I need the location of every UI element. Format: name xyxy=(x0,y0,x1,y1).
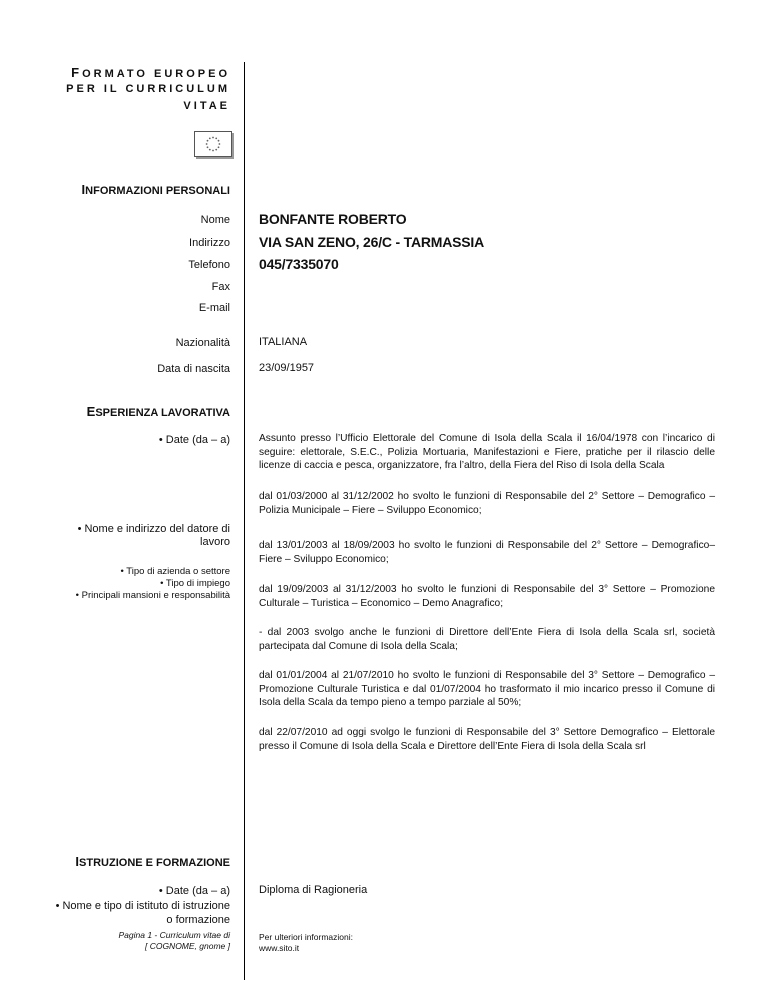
label-tipo-azienda: • Tipo di azienda o settore xyxy=(120,566,230,577)
footer-page-info xyxy=(119,930,231,952)
value-nazionalita: ITALIANA xyxy=(259,336,308,348)
footer-info-line-1: Per ulteriori informazioni: xyxy=(259,932,354,942)
section-work-experience: ESPERIENZA LAVORATIVA xyxy=(86,404,230,419)
footer-page-line-1: Pagina 1 - Curriculum vitae di xyxy=(118,930,230,940)
label-mansioni: • Principali mansioni e responsabilità xyxy=(75,590,230,601)
label-nome: Nome xyxy=(200,214,230,226)
label-work-date: • Date (da – a) xyxy=(158,434,230,446)
value-data-nascita: 23/09/1957 xyxy=(259,362,315,374)
section-personal-info: INFORMAZIONI PERSONALI xyxy=(81,182,230,197)
label-tipo-impiego: • Tipo di impiego xyxy=(160,578,230,589)
label-employer-2: lavoro xyxy=(200,536,230,548)
label-istituto-1: • Nome e tipo di istituto di istruzione xyxy=(55,900,230,912)
footer-page-line-2: [ COGNOME, gnome ] xyxy=(144,941,230,951)
work-paragraph: dal 01/03/2000 al 31/12/2002 ho svolto le funzioni di Responsabile del 2° Settore – Demografico – Polizia Municipale – Fiere – Sviluppo Economico; xyxy=(259,491,715,516)
label-employer-1: • Nome e indirizzo del datore di xyxy=(77,523,230,535)
value-indirizzo: VIA SAN ZENO, 26/C - TARMASSIA xyxy=(259,234,485,250)
label-email: E-mail xyxy=(198,302,230,314)
cv-title-line-3: VITAE xyxy=(183,100,230,112)
footer-more-info xyxy=(259,932,353,954)
cv-title-line-2: PER IL CURRICULUM xyxy=(66,83,230,95)
work-paragraph: - dal 2003 svolgo anche le funzioni di Direttore dell’Ente Fiera di Isola della Scala srl, società partecipata dal Comune di Isola della Scala; xyxy=(259,627,715,652)
label-telefono: Telefono xyxy=(188,259,230,271)
label-indirizzo: Indirizzo xyxy=(189,237,230,249)
eu-flag-logo xyxy=(194,131,232,157)
footer-website-link[interactable]: www.sito.it xyxy=(259,943,300,953)
label-nazionalita: Nazionalità xyxy=(175,337,230,349)
work-paragraph: dal 22/07/2010 ad oggi svolgo le funzioni di Responsabile del 3° Settore Demografico – Elettorale presso il Comune di Isola della Scala e Direttore dell’Ente Fiera di Isola della Scala srl xyxy=(259,727,715,752)
label-fax: Fax xyxy=(211,281,230,293)
label-education-date: • Date (da – a) xyxy=(158,885,230,897)
vertical-divider xyxy=(244,62,245,980)
work-paragraph: dal 13/01/2003 al 18/09/2003 ho svolto le funzioni di Responsabile del 2° Settore – Demografico– Fiere – Sviluppo Economico; xyxy=(259,540,715,565)
work-paragraph: Assunto presso l’Ufficio Elettorale del Comune di Isola della Scala il 16/04/1978 con l’incarico di seguire: elettorale, S.E.C., Polizia Mortuaria, Manifestazioni e Fiere, pratiche per il rilascio delle licenze di caccia e pesca, organizzatore, fra l’altro, della Fiera del Riso di Isola della Scala xyxy=(259,433,715,472)
label-data-nascita: Data di nascita xyxy=(157,363,230,375)
section-education: ISTRUZIONE E FORMAZIONE xyxy=(75,854,230,869)
work-paragraph: dal 01/01/2004 al 21/07/2010 ho svolto le funzioni di Responsabile del 3° Settore – Demografico – Promozione Culturale Turistica e dal 01/07/2004 ho trasformato il mio incarico presso il Comune di Isola della Scala da tempo pieno a tempo parziale al 50%; xyxy=(259,670,715,709)
work-paragraph: dal 19/09/2003 al 31/12/2003 ho svolto le funzioni di Responsabile del 3° Settore – Promozione Culturale – Turistica – Economico – Demo Anagrafico; xyxy=(259,584,715,609)
value-diploma: Diploma di Ragioneria xyxy=(259,884,368,896)
cv-title-line-1: FORMATO EUROPEO xyxy=(71,65,230,80)
label-istituto-2: o formazione xyxy=(166,914,230,926)
value-nome: BONFANTE ROBERTO xyxy=(259,211,407,227)
value-telefono: 045/7335070 xyxy=(259,256,339,272)
